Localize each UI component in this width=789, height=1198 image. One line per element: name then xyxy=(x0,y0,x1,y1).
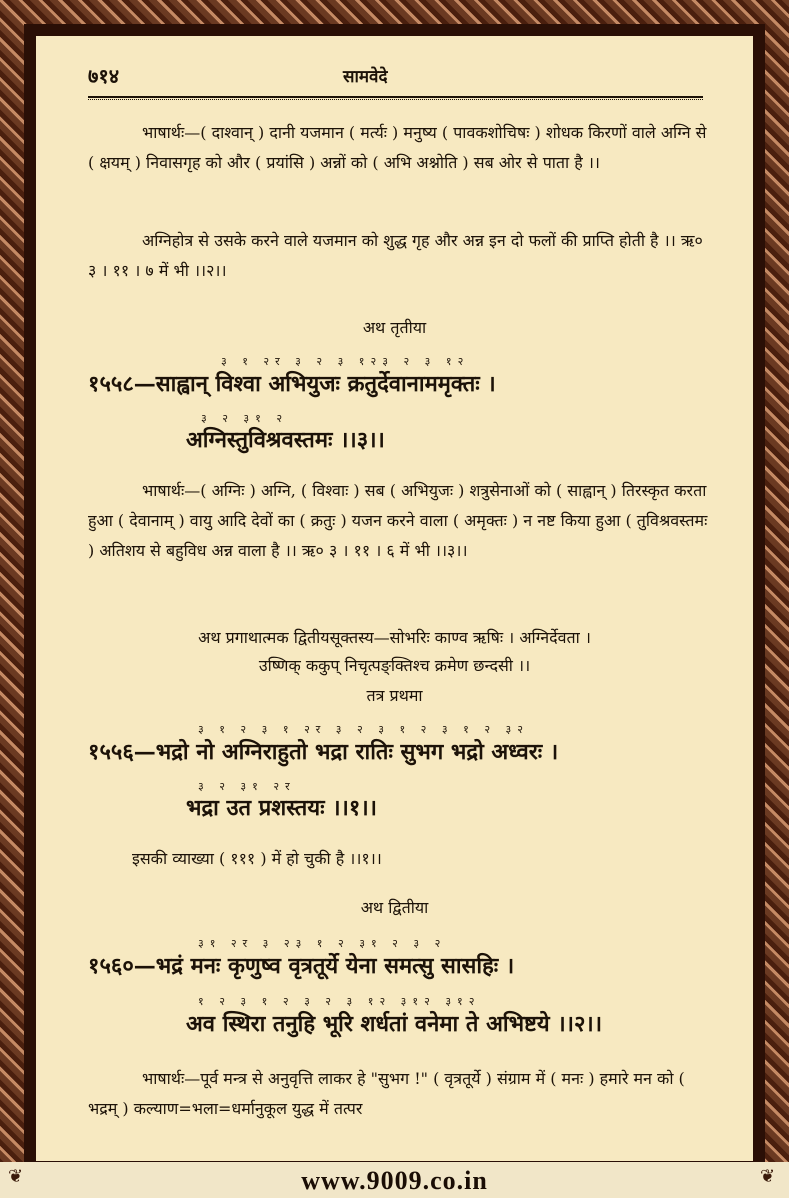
header-rule xyxy=(88,96,703,98)
sukta-intro-line-2: उष्णिक् ककुप् निचृत्पङ्क्तिश्च क्रमेण छन्दसी ।। xyxy=(258,656,531,675)
meaning-paragraph-3: भाषार्थः—पूर्व मन्त्र से अनुवृत्ति लाकर हे "सुभग !" ( वृत्रतूर्ये ) संग्राम में ( मनः ) हमारे मन को ( भद्रम् ) कल्याण=भला=धर्मानुकूल युद्ध में तत्पर xyxy=(88,1069,685,1118)
header-rule-dotted xyxy=(88,99,703,100)
book-page xyxy=(36,36,753,1161)
mantra-1559-line-1: १५५६—भद्रो नो अग्निराहुतो भद्रा रातिः सुभग भद्रो अध्वरः । xyxy=(88,739,559,765)
flourish-icon: ❦ xyxy=(8,1166,24,1187)
mantra-1558-line-1: १५५८—साह्वान् विश्वा अभियुजः क्रतुर्देवानाममृक्तः । xyxy=(88,371,496,397)
commentary-paragraph: अग्निहोत्र से उसके करने वाले यजमान को शुद्ध गृह और अन्न इन दो फलों की प्राप्ति होती है ।। ऋ० ३ । ११ । ७ में भी ।।२।। xyxy=(88,231,703,280)
page-header xyxy=(88,62,700,92)
mantra-1559-line-2: भद्रा उत प्रशस्तयः ।।१।। xyxy=(186,795,377,821)
svara-marks-1b: ३ २ ३१ २ xyxy=(201,412,289,425)
section-heading-tritiya: अथ तृतीया xyxy=(362,318,427,337)
mantra-1560-line-2: अव स्थिरा तनुहि भूरि शर्धतां वनेमा ते अभिष्टये ।।२।। xyxy=(186,1011,603,1037)
mantra-1558-line-2: अग्निस्तुविश्रवस्तमः ।।३।। xyxy=(186,427,385,453)
mantra-1560-line-1: १५६०—भद्रं मनः कृणुष्व वृत्रतूर्ये येना समत्सु सासहिः । xyxy=(88,953,515,979)
page-number: ७१४ xyxy=(88,64,120,88)
svara-marks-2: ३ १ २ ३ १ २र ३ २ ३ १ २ ३ १ २ ३२ xyxy=(198,723,529,736)
svara-marks-1: ३ १ २र ३ २ ३ १२३ २ ३ १२ xyxy=(221,355,470,368)
svara-marks-2b: ३ २ ३१ २र xyxy=(198,780,296,793)
sukta-intro-line-1: अथ प्रगाथात्मक द्वितीयसूक्तस्य—सोभरिः काण्व ऋषिः । अग्निर्देवता । xyxy=(198,628,591,647)
flourish-icon: ❦ xyxy=(760,1166,776,1187)
reference-note: इसकी व्याख्या ( १११ ) में हो चुकी है ।।१।। xyxy=(132,849,382,868)
meaning-paragraph-2: भाषार्थः—( अग्निः ) अग्नि, ( विश्वाः ) सब ( अभियुजः ) शत्रुसेनाओं को ( साह्वान् ) तिरस्कृत करता हुआ ( देवानाम् ) वायु आदि देवों का ( क्रतुः ) यजन करने वाला ( अमृक्तः ) न नष्ट किया हुआ ( तुविश्रवस्तमः ) अतिशय से बहुविध अन्न वाला है ।। ऋ० ३ । ११ । ६ में भी ।।३।। xyxy=(88,481,708,560)
meaning-paragraph-1: भाषार्थः—( दाश्वान् ) दानी यजमान ( मर्त्यः ) मनुष्य ( पावकशोचिषः ) शोधक किरणों वाले अग्नि से ( क्षयम् ) निवासगृह को और ( प्रयांसि ) अन्नों को ( अभि अश्नोति ) सब ओर से पाता है ।। xyxy=(88,123,707,172)
svara-marks-3b: १ २ ३ १ २ ३ २ ३ १२ ३१२ ३१२ xyxy=(198,995,481,1008)
svara-marks-3: ३१ २र ३ २३ १ २ ३१ २ ३ २ xyxy=(198,937,447,950)
section-heading-dvitiya: अथ द्वितीया xyxy=(360,898,429,917)
section-heading-prathama: तत्र प्रथमा xyxy=(366,686,423,705)
footer-website: www.9009.co.in xyxy=(301,1166,488,1195)
book-title: सामवेदे xyxy=(343,67,388,87)
